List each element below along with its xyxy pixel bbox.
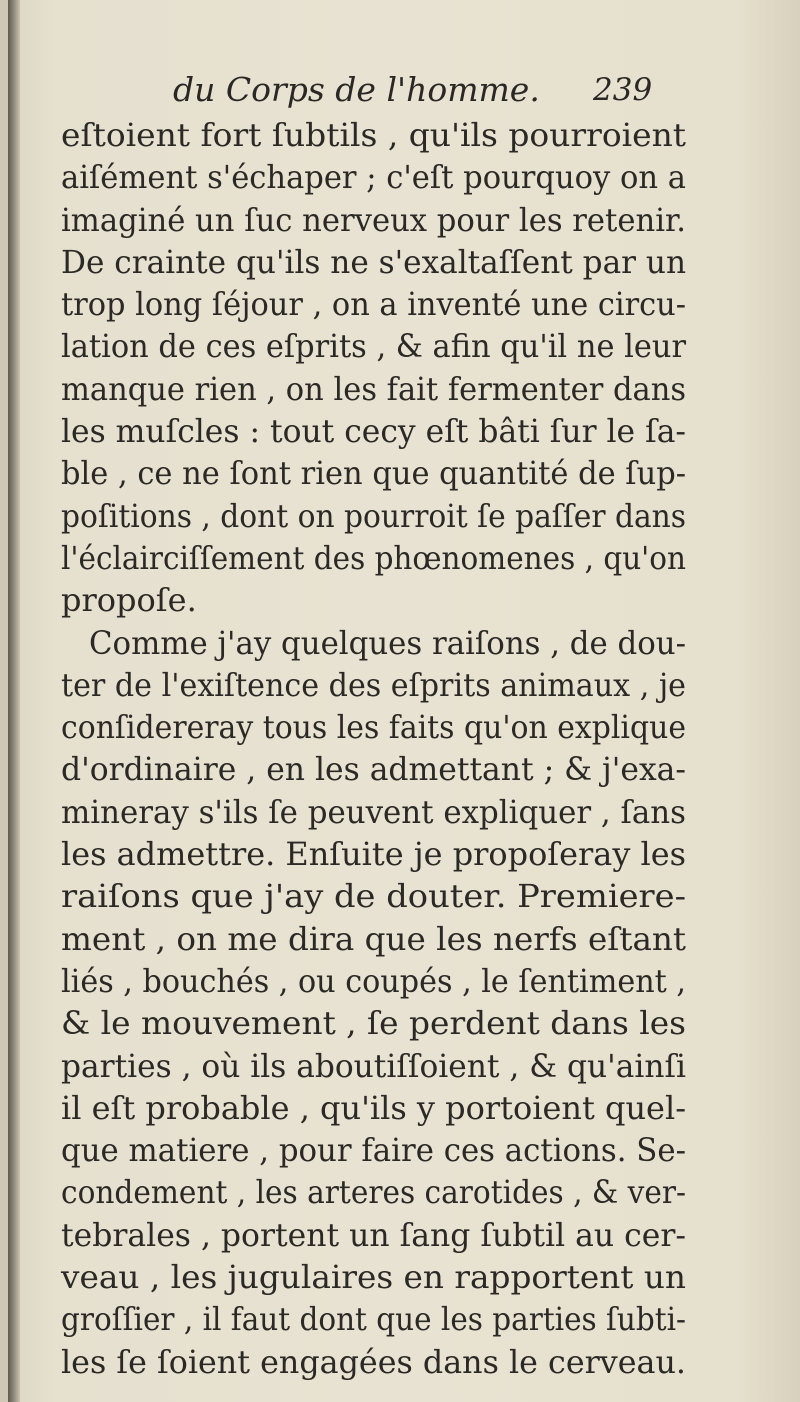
text-line: trop long ſéjour , on a inventé une circu-	[61, 285, 686, 324]
text-line: raiſons que j'ay de douter. Premiere-	[61, 877, 686, 916]
text-line: & le mouvement , ſe perdent dans les	[61, 1004, 686, 1043]
text-line: liés , bouchés , ou coupés , le ſentiment ,	[61, 961, 686, 1000]
text-line: tebrales , portent un ſang ſubtil au cer-	[61, 1215, 686, 1254]
text-line: propoſe.	[61, 581, 197, 620]
book-page	[8, 0, 800, 1402]
text-line: conſidereray tous les faits qu'on explique	[61, 708, 686, 747]
text-line: il eſt probable , qu'ils y portoient quel-	[61, 1088, 686, 1127]
text-line: veau , les jugulaires en rapportent un	[61, 1258, 687, 1297]
text-line: que matiere , pour faire ces actions. Se-	[61, 1131, 686, 1170]
text-line: aiſément s'échaper ; c'eſt pourquoy on a	[61, 158, 686, 197]
page-number: 239	[593, 72, 653, 108]
text-line: condement , les arteres carotides , & ver-	[61, 1173, 686, 1212]
page-gutter-shadow	[8, 0, 20, 1402]
text-line: les ſe ſoient engagées dans le cerveau.	[61, 1342, 686, 1381]
text-line: groſſier , il faut dont que les parties ſubti-	[61, 1300, 686, 1339]
text-line: les admettre. Enſuite je propoſeray les	[61, 835, 686, 874]
text-line: parties , où ils aboutiſſoient , & qu'ainſi	[61, 1046, 686, 1085]
text-line: manque rien , on les fait fermenter dans	[61, 369, 686, 408]
text-line: d'ordinaire , en les admettant ; & j'exa-	[61, 750, 686, 789]
text-line: les muſcles : tout cecy eſt bâti ſur le ſa-	[61, 412, 686, 451]
text-line: poſitions , dont on pourroit ſe paſſer dans	[61, 496, 686, 535]
text-line: ble , ce ne ſont rien que quantité de ſup-	[61, 454, 686, 493]
text-line: ment , on me dira que les nerfs eſtant	[61, 919, 686, 958]
page-header	[8, 70, 800, 116]
text-line: mineray s'ils ſe peuvent expliquer , ſans	[61, 792, 686, 831]
text-line: l'éclairciſſement des phœnomenes , qu'on	[61, 538, 686, 577]
text-line: imaginé un ſuc nerveux pour les retenir.	[61, 200, 686, 239]
text-line: ter de l'exiſtence des eſprits animaux , je	[61, 665, 686, 704]
body-text	[61, 114, 686, 1383]
running-head: du Corps de l'homme.	[173, 70, 540, 109]
text-line: lation de ces eſprits , & afin qu'il ne leur	[61, 327, 686, 366]
text-line: De crainte qu'ils ne s'exaltaſſent par un	[61, 242, 686, 281]
paragraph-start-line: Comme j'ay quelques raiſons , de dou-	[89, 623, 686, 662]
text-line: eſtoient fort ſubtils , qu'ils pourroient	[61, 116, 686, 154]
